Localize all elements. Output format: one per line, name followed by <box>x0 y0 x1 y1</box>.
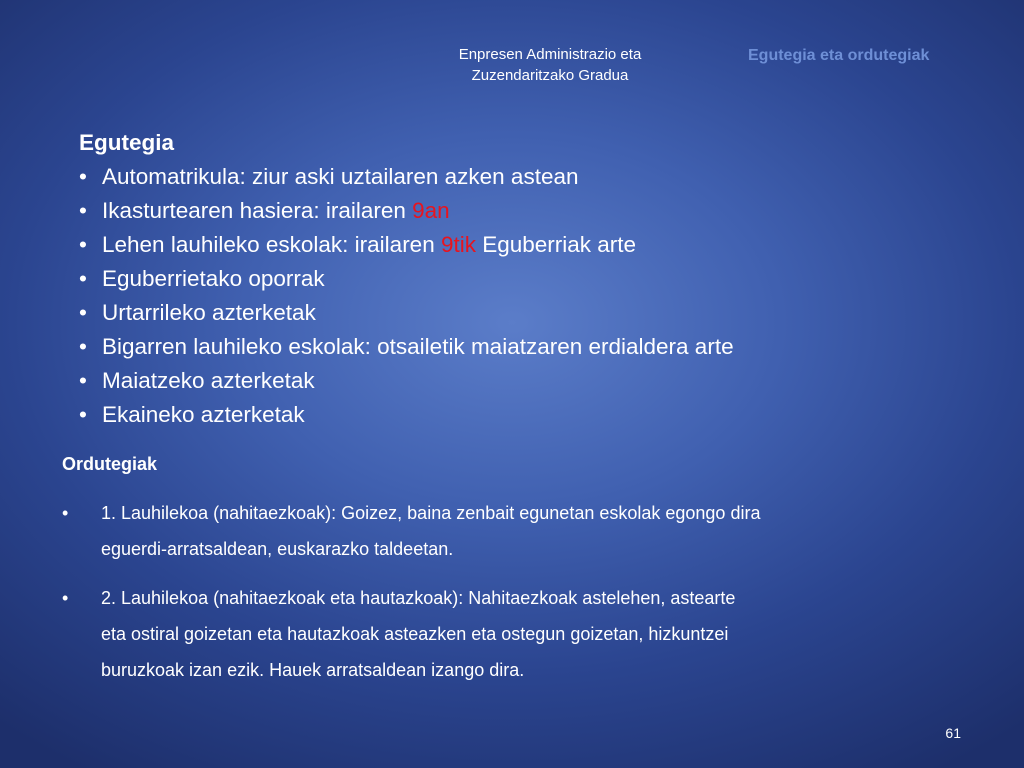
schedule-item-line: eta ostiral goizetan eta hautazkoak asteazken eta ostegun goizetan, hizkuntzei <box>101 624 729 644</box>
calendar-item-second-term-classes <box>79 330 979 364</box>
schedule-item-second-term <box>62 580 962 688</box>
section-title: Egutegia eta ordutegiak <box>748 47 930 64</box>
calendar-item-first-term-classes <box>79 228 979 262</box>
calendar-item-text: Maiatzeko azterketak <box>102 368 315 393</box>
schedule-item-first-term <box>62 495 962 567</box>
bullet-icon: • <box>79 266 87 291</box>
program-title-line2: Zuzendaritzako Gradua <box>471 67 629 84</box>
calendar-item-text-after: Eguberriak arte <box>475 232 637 257</box>
bullet-icon: • <box>79 198 87 223</box>
calendar-item-text: Ekaineko azterketak <box>102 402 305 427</box>
calendar-item-christmas-holidays <box>79 262 979 296</box>
bullet-icon: • <box>79 334 87 359</box>
bullet-icon: • <box>79 232 87 257</box>
calendar-item-january-exams <box>79 296 979 330</box>
bullet-icon: • <box>79 300 87 325</box>
calendar-section <box>79 126 979 432</box>
calendar-item-text: Urtarrileko azterketak <box>102 300 316 325</box>
calendar-item-text: Bigarren lauhileko eskolak: otsailetik maiatzaren erdialdera arte <box>102 334 734 359</box>
calendar-item-text: Ikasturtearen hasiera: irailaren <box>102 198 413 223</box>
schedule-item-line: eguerdi-arratsaldean, euskarazko taldeetan. <box>101 539 454 559</box>
bullet-icon: • <box>62 588 69 608</box>
calendar-heading: Egutegia <box>79 130 175 155</box>
program-title <box>420 44 680 86</box>
page-number: 61 <box>945 725 961 741</box>
calendar-item-text: Automatrikula: ziur aski uztailaren azken astean <box>102 164 579 189</box>
schedule-item-line: 2. Lauhilekoa (nahitaezkoak eta hautazkoak): Nahitaezkoak astelehen, astearte <box>101 588 736 608</box>
highlighted-date: 9an <box>412 198 450 223</box>
calendar-item-course-start <box>79 194 979 228</box>
program-title-line1: Enpresen Administrazio eta <box>458 46 642 63</box>
bullet-icon: • <box>79 164 87 189</box>
highlighted-date: 9tik <box>440 232 476 257</box>
calendar-item-text: Eguberrietako oporrak <box>102 266 325 291</box>
calendar-list <box>79 160 979 432</box>
schedule-item-line: 1. Lauhilekoa (nahitaezkoak): Goizez, baina zenbait egunetan eskolak egongo dira <box>101 503 761 523</box>
bullet-icon: • <box>79 402 87 427</box>
calendar-item-text: Lehen lauhileko eskolak: irailaren <box>102 232 441 257</box>
calendar-item-self-enrollment <box>79 160 979 194</box>
bullet-icon: • <box>79 368 87 393</box>
bullet-icon: • <box>62 503 69 523</box>
schedule-heading: Ordutegiak <box>62 454 158 474</box>
schedule-item-line: buruzkoak izan ezik. Hauek arratsaldean izango dira. <box>101 660 525 680</box>
calendar-item-june-exams <box>79 398 979 432</box>
calendar-item-may-exams <box>79 364 979 398</box>
